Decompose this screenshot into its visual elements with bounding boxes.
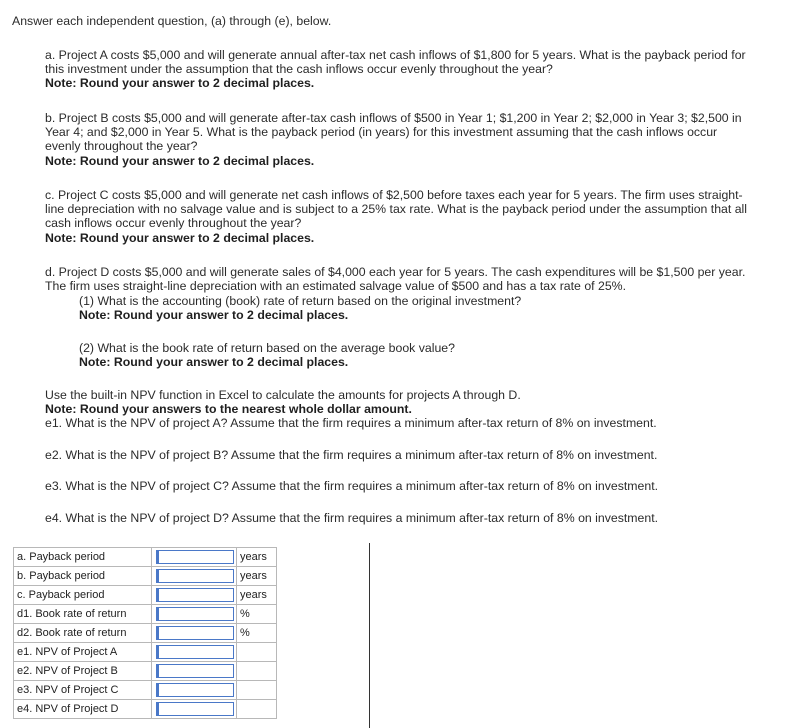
answer-row-e4 bbox=[14, 700, 277, 719]
answer-unit: years bbox=[237, 567, 277, 586]
question-d-line: d. Project D costs $5,000 and will generate sales of $4,000 each year for 5 years. The cash expenditures will be $1,500 per year. bbox=[45, 265, 746, 279]
question-e-note: Note: Round your answers to the nearest whole dollar amount. bbox=[45, 402, 412, 417]
answer-row-e2 bbox=[14, 662, 277, 681]
answer-e1-input[interactable] bbox=[156, 645, 234, 659]
question-c-line: line depreciation with no salvage value and is subject to a 25% tax rate. What is the payback period under the assumption that all bbox=[45, 202, 748, 217]
answer-d2-cell bbox=[152, 624, 237, 643]
question-d bbox=[45, 265, 800, 293]
answer-c-input[interactable] bbox=[156, 588, 234, 602]
question-d-line: The firm uses straight-line depreciation with an estimated salvage value of $500 and has a tax rate of 25%. bbox=[45, 279, 627, 294]
question-e bbox=[45, 388, 800, 431]
answer-table bbox=[13, 547, 277, 719]
answer-row-e3 bbox=[14, 681, 277, 700]
question-e1: e1. What is the NPV of project A? Assume that the firm requires a minimum after-tax return of 8% on investment. bbox=[45, 416, 657, 431]
answer-unit bbox=[237, 700, 277, 719]
question-d2-text: (2) What is the book rate of return based on the average book value? bbox=[79, 341, 455, 355]
answer-unit bbox=[237, 681, 277, 700]
answer-unit bbox=[237, 643, 277, 662]
answer-label: e2. NPV of Project B bbox=[14, 662, 152, 681]
answer-e3-cell bbox=[152, 681, 237, 700]
question-a-line: this investment under the assumption that the cash inflows occur evenly throughout the year? bbox=[45, 62, 553, 77]
answer-label: d2. Book rate of return bbox=[14, 624, 152, 643]
answer-d1-cell bbox=[152, 605, 237, 624]
question-d1-note: Note: Round your answer to 2 decimal places. bbox=[79, 308, 349, 323]
question-e2: e2. What is the NPV of project B? Assume that the firm requires a minimum after-tax return of 8% on investment. bbox=[45, 448, 658, 462]
answer-a-cell bbox=[152, 548, 237, 567]
question-e4: e4. What is the NPV of project D? Assume that the firm requires a minimum after-tax return of 8% on investment. bbox=[45, 511, 659, 525]
answer-label: e4. NPV of Project D bbox=[14, 700, 152, 719]
answer-label: c. Payback period bbox=[14, 586, 152, 605]
answer-label: e3. NPV of Project C bbox=[14, 681, 152, 700]
question-d2 bbox=[79, 341, 779, 369]
answer-row-a bbox=[14, 548, 277, 567]
answer-unit: % bbox=[237, 624, 277, 643]
answer-row-b bbox=[14, 567, 277, 586]
question-c-note: Note: Round your answer to 2 decimal places. bbox=[45, 230, 315, 245]
answer-e2-input[interactable] bbox=[156, 664, 234, 678]
instructions-intro: Answer each independent question, (a) through (e), below. bbox=[12, 14, 332, 28]
answer-unit bbox=[237, 662, 277, 681]
question-b-line: Year 4; and $2,000 in Year 5. What is the payback period (in years) for this investment assuming that the cash inflows occur bbox=[45, 125, 718, 140]
answer-d2-input[interactable] bbox=[156, 626, 234, 640]
question-b-note: Note: Round your answer to 2 decimal places. bbox=[45, 153, 315, 168]
question-d1-text: (1) What is the accounting (book) rate of return based on the original investment? bbox=[79, 294, 522, 308]
answer-d1-input[interactable] bbox=[156, 607, 234, 621]
question-d2-note: Note: Round your answer to 2 decimal places. bbox=[79, 355, 349, 370]
vertical-divider bbox=[369, 543, 370, 728]
question-c bbox=[45, 188, 800, 245]
answer-label: e1. NPV of Project A bbox=[14, 643, 152, 662]
answer-row-e1 bbox=[14, 643, 277, 662]
answer-e4-input[interactable] bbox=[156, 702, 234, 716]
answer-e1-cell bbox=[152, 643, 237, 662]
answer-a-input[interactable] bbox=[156, 550, 234, 564]
answer-row-d1 bbox=[14, 605, 277, 624]
question-b bbox=[45, 111, 800, 168]
answer-label: b. Payback period bbox=[14, 567, 152, 586]
answer-unit: years bbox=[237, 586, 277, 605]
answer-unit: % bbox=[237, 605, 277, 624]
answer-row-c bbox=[14, 586, 277, 605]
answer-e4-cell bbox=[152, 700, 237, 719]
answer-label: a. Payback period bbox=[14, 548, 152, 567]
answer-e2-cell bbox=[152, 662, 237, 681]
question-a-note: Note: Round your answer to 2 decimal places. bbox=[45, 76, 315, 91]
question-b-line: b. Project B costs $5,000 and will generate after-tax cash inflows of $500 in Year 1; $1,200 in Year 2; $2,000 in Year 3; $2,500 in bbox=[45, 111, 742, 125]
answer-b-cell bbox=[152, 567, 237, 586]
question-d1 bbox=[79, 294, 779, 322]
question-c-line: c. Project C costs $5,000 and will generate net cash inflows of $2,500 before taxes each year for 5 years. The firm uses straight- bbox=[45, 188, 743, 202]
question-e-intro: Use the built-in NPV function in Excel to calculate the amounts for projects A through D. bbox=[45, 388, 521, 402]
question-a-line: a. Project A costs $5,000 and will generate annual after-tax net cash inflows of $1,800 for 5 years. What is the payback period for bbox=[45, 48, 746, 62]
question-b-line: evenly throughout the year? bbox=[45, 139, 198, 154]
question-a bbox=[45, 48, 800, 91]
answer-label: d1. Book rate of return bbox=[14, 605, 152, 624]
answer-row-d2 bbox=[14, 624, 277, 643]
answer-unit: years bbox=[237, 548, 277, 567]
answer-c-cell bbox=[152, 586, 237, 605]
question-e3: e3. What is the NPV of project C? Assume that the firm requires a minimum after-tax return of 8% on investment. bbox=[45, 479, 659, 493]
question-c-line: cash inflows occur evenly throughout the year? bbox=[45, 216, 302, 231]
answer-e3-input[interactable] bbox=[156, 683, 234, 697]
answer-b-input[interactable] bbox=[156, 569, 234, 583]
